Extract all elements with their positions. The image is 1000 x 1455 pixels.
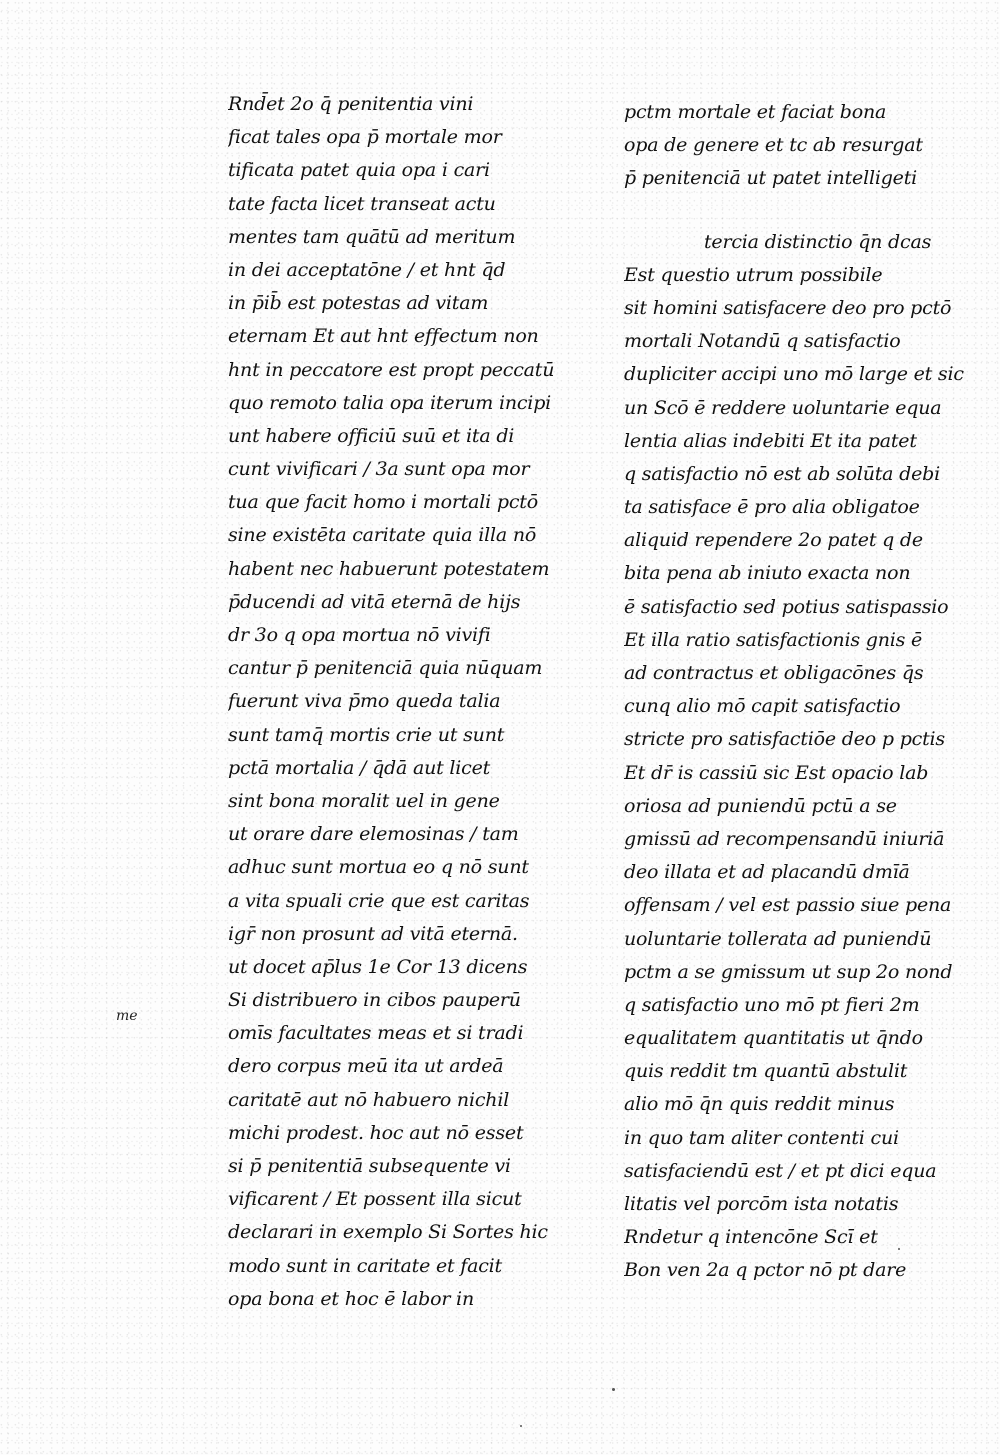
text-line: offensam / vel est passio siue pena <box>624 894 952 917</box>
text-line: Bon ven 2a q pctor nō pt dare <box>624 1259 907 1282</box>
text-line: alio mō q̄n quis reddit minus <box>624 1093 895 1116</box>
text-line: deo illata et ad placandū dmīā <box>624 861 910 884</box>
text-line: opa bona et hoc ē labor in <box>228 1287 474 1310</box>
text-line: ē satisfactio sed potius satispassio <box>624 595 949 618</box>
text-line: ta satisface ē pro alia obligatoe <box>624 496 920 519</box>
text-line: ficat tales opa p̄ mortale mor <box>228 126 502 149</box>
text-line: quo remoto talia opa iterum incipi <box>228 391 552 414</box>
text-line: mentes tam quātū ad meritum <box>228 225 516 248</box>
text-line: habent nec habuerunt potestatem <box>228 557 550 580</box>
text-line: Et dr̄ is cassiū sic Est opacio lab <box>624 761 929 784</box>
text-line: Rndetur q intencōne Scī et <box>624 1226 878 1249</box>
text-line: modo sunt in caritate et facit <box>228 1254 502 1277</box>
text-line: hnt in peccatore est propt peccatū <box>228 358 555 381</box>
text-line: un Scō ē reddere uoluntarie equa <box>624 396 942 419</box>
text-line: uoluntarie tollerata ad puniendū <box>624 927 932 950</box>
text-line: Si distribuero in cibos pauperū <box>228 989 521 1012</box>
text-line: litatis vel porcōm ista notatis <box>624 1193 899 1215</box>
text-line: in dei acceptatōne / et hnt q̄d <box>228 258 506 281</box>
text-line: tificata patet quia opa i cari <box>228 159 490 182</box>
text-line: igr̄ non prosunt ad vitā eternā. <box>228 922 518 945</box>
text-line: sunt tamq̄ mortis crie ut sunt <box>228 723 505 746</box>
text-line: sint bona moralit uel in gene <box>228 789 500 812</box>
text-line: caritatē aut nō habuero nichil <box>228 1088 510 1111</box>
text-line: pctm mortale et faciat bona <box>624 101 887 123</box>
text-line: sine existēta caritate quia illa nō <box>228 524 537 547</box>
text-line: aliquid rependere 2o patet q de <box>624 529 923 552</box>
text-line: mortali Notandū q satisfactio <box>624 330 901 353</box>
text-line: fuerunt viva p̄mo queda talia <box>228 690 501 713</box>
text-line: pctā mortalia / q̄dā aut licet <box>228 756 491 779</box>
text-line: tate facta licet transeat actu <box>228 192 496 215</box>
text-line: quis reddit tm quantū abstulit <box>624 1060 908 1083</box>
text-line: ut orare dare elemosinas / tam <box>228 823 519 846</box>
section-gap <box>624 196 969 226</box>
text-line: q satisfactio uno mō pt fieri 2m <box>624 993 920 1016</box>
text-line: vificarent / Et possent illa sicut <box>228 1188 522 1211</box>
text-line: dero corpus meū ita ut ardeā <box>228 1055 504 1078</box>
text-line: cunq alio mō capit satisfactio <box>624 695 901 718</box>
text-line: adhuc sunt mortua eo q nō sunt <box>228 856 529 879</box>
ink-speck <box>520 1425 522 1427</box>
ink-speck <box>612 1388 615 1391</box>
text-line: bita pena ab iniuto exacta non <box>624 562 911 585</box>
text-line: oriosa ad puniendū pctū a se <box>624 794 897 817</box>
text-line: p̄ penitenciā ut patet intelligeti <box>624 167 918 190</box>
text-line: Rnd̄et 2o q̄ penitentia vini <box>228 93 474 115</box>
text-line: Est questio utrum possibile <box>624 263 883 286</box>
text-line: sit homini satisfacere deo pro pctō <box>624 296 952 319</box>
text-line: si p̄ penitentiā subsequente vi <box>228 1155 511 1177</box>
text-line: unt habere officiū suū et ita di <box>228 424 515 447</box>
ink-speck <box>898 1248 900 1250</box>
text-line: Et illa ratio satisfactionis gnis ē <box>624 628 923 651</box>
text-line: p̄ducendi ad vitā eternā de hijs <box>228 590 521 613</box>
section-heading: tercia distinctio q̄n dcas <box>704 230 932 253</box>
right-text-column <box>624 96 969 1288</box>
text-line: stricte pro satisfactiōe deo p pctis <box>624 728 945 751</box>
text-line: in p̄ib̄ est potestas ad vitam <box>228 292 489 315</box>
text-line: ut docet ap̄lus 1e Cor 13 dicens <box>228 955 528 978</box>
text-line: michi prodest. hoc aut nō esset <box>228 1121 524 1144</box>
text-line: a vita spuali crie que est caritas <box>228 889 530 912</box>
margin-note: me <box>116 1008 138 1024</box>
text-line: declarari in exemplo Si Sortes hic <box>228 1221 548 1244</box>
text-line: dr 3o q opa mortua nō vivifi <box>228 624 491 646</box>
text-line: satisfaciendū est / et pt dici equa <box>624 1159 937 1182</box>
text-line: opa de genere et tc ab resurgat <box>624 134 923 157</box>
text-line: dupliciter accipi uno mō large et sic <box>624 363 964 386</box>
text-line: pctm a se gmissum ut sup 2o nond <box>624 960 953 983</box>
text-line: cantur p̄ penitenciā quia nūquam <box>228 657 543 680</box>
text-line: lentia alias indebiti Et ita patet <box>624 429 917 452</box>
text-line: eternam Et aut hnt effectum non <box>228 325 539 348</box>
left-text-column <box>228 88 578 1316</box>
text-line: tua que facit homo i mortali pctō <box>228 491 538 514</box>
text-line: cunt vivificari / 3a sunt opa mor <box>228 458 530 481</box>
text-line: omīs facultates meas et si tradi <box>228 1022 524 1045</box>
text-line: in quo tam aliter contenti cui <box>624 1126 899 1149</box>
text-line: q satisfactio nō est ab solūta debi <box>624 462 941 485</box>
text-line: gmissū ad recompensandū iniuriā <box>624 827 945 850</box>
text-line: equalitatem quantitatis ut q̄ndo <box>624 1027 923 1050</box>
text-line: ad contractus et obligacōnes q̄s <box>624 662 924 684</box>
